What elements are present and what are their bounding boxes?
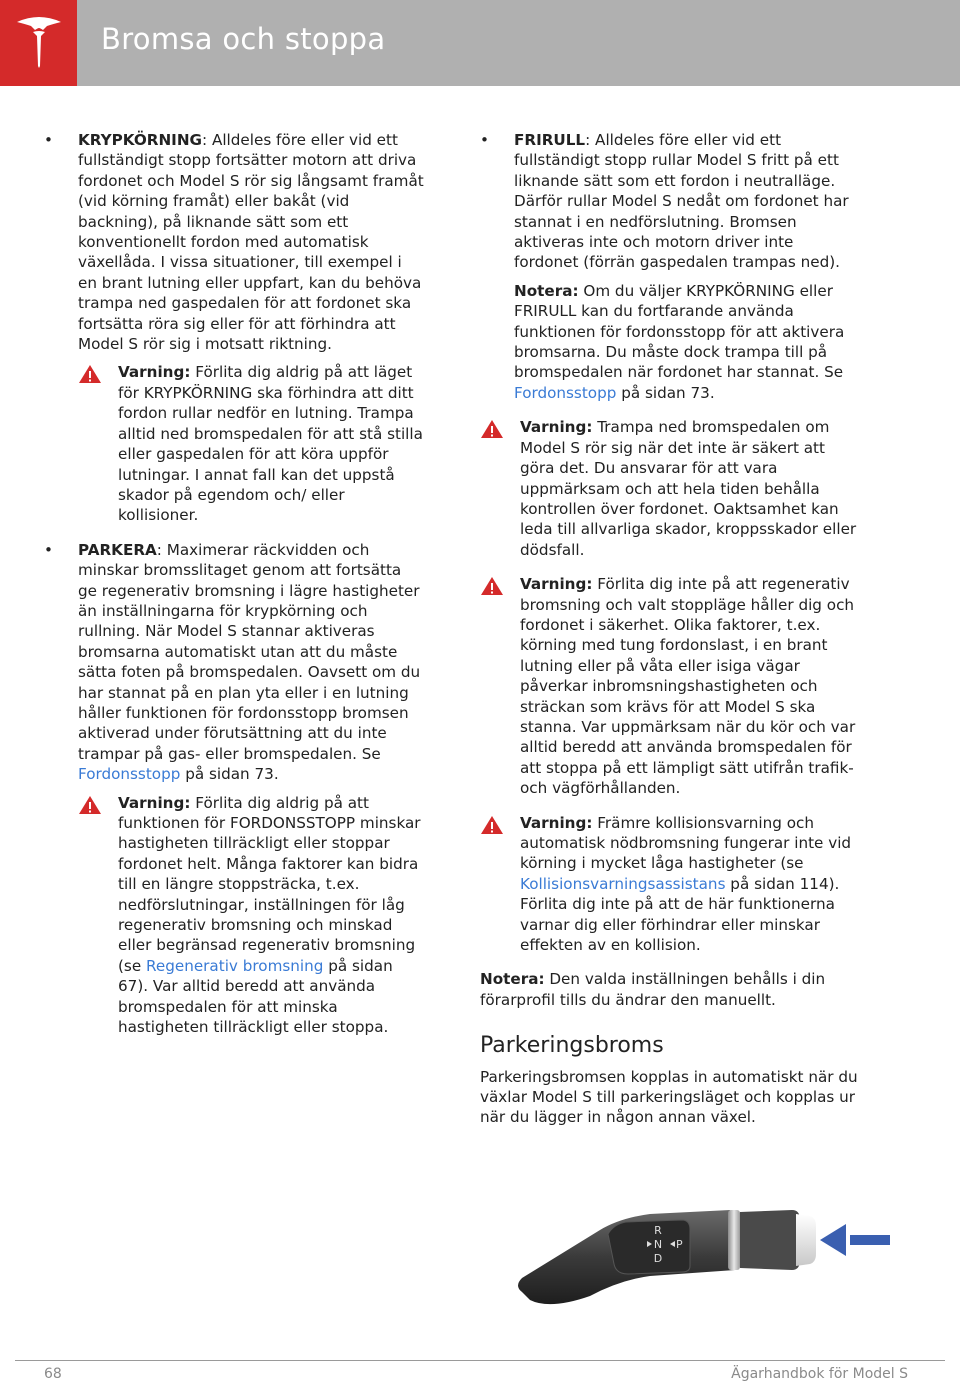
gear-p-label: P: [676, 1238, 683, 1251]
list-item-krypkorning: [44, 130, 424, 354]
warning-text: Förlita dig inte på att regenerativ bromsning och valt stoppläge håller dig och fordonet i säkerhet. Olika faktorer, t.ex. körning med tung fordonslast, i en brant lutning eller på våta eller isiga vägar påverkar inbromsningshastigheten och sträckan som krävs för att Model S ska stanna. Var uppmärksam när du kör och var alltid beredd att använda bromspedalen för att stoppa på ett lämpligt sätt utifrån trafik- och vägförhållanden.: [520, 575, 856, 798]
warning-icon: [480, 576, 504, 596]
footer-divider: [15, 1360, 945, 1361]
term-krypkorning: KRYPKÖRNING: [78, 131, 202, 149]
warning-label: Varning:: [520, 575, 593, 594]
page-number: 68: [44, 1366, 62, 1382]
chrome-ring: [728, 1210, 740, 1270]
warning-after: på sidan 67). Var alltid beredd att använda bromspedalen för att minska hastigheten tillräckligt eller stoppa.: [118, 956, 393, 1037]
press-arrow-icon: [820, 1224, 846, 1256]
bullet: •: [44, 540, 53, 559]
footer-title: Ägarhandbok för Model S: [731, 1366, 908, 1382]
warning-icon: [480, 815, 504, 835]
krypkorning-text: : Alldeles före eller vid ett fullständigt stopp fortsätter motorn att driva fordonet och Model S rör sig långsamt framåt (vid körning framåt) eller bakåt (vid backning), på liknande sätt som ett konventionellt fordon med automatisk växellåda. I vissa situationer, till exempel i en brant lutning eller uppfart, kan du behöva trampa ned gaspedalen för att fordonet ska fortsätta röra sig eller för att förhindra att Model S rör sig i motsatt riktning.: [78, 131, 424, 354]
note-after: på sidan 73.: [616, 383, 715, 402]
bullet: •: [44, 131, 53, 149]
warning-label: Varning:: [118, 793, 191, 812]
section-heading-parkeringsbroms: Parkeringsbroms: [480, 1033, 664, 1059]
brand-logo: [0, 0, 77, 86]
tesla-logo-icon: [13, 14, 65, 72]
warning-regenerativ: [480, 574, 860, 798]
note-label: Notera:: [480, 970, 545, 989]
link-regenerativ-bromsning[interactable]: Regenerativ bromsning: [146, 956, 324, 975]
link-fordonsstopp[interactable]: Fordonsstopp: [514, 383, 617, 402]
link-fordonsstopp[interactable]: Fordonsstopp: [78, 765, 181, 784]
warning-fordonsstopp: [78, 793, 424, 1038]
warning-kollisionsvarning: [480, 813, 860, 956]
term-frirull: FRIRULL: [514, 131, 586, 149]
page-title: Bromsa och stoppa: [101, 22, 386, 56]
parkeringsbroms-text: Parkeringsbromsen kopplas in automatiskt när du växlar Model S till parkeringsläget och kopplas ur när du lägger in någon annan växel.: [480, 1067, 858, 1127]
warning-after: på sidan 114). Förlita dig inte på att de här funktionerna varnar dig eller förhindrar eller minskar effekten av en kollision.: [520, 874, 840, 955]
parkera-after: på sidan 73.: [180, 765, 279, 784]
gear-r-label: R: [654, 1224, 662, 1237]
term-parkera: PARKERA: [78, 540, 157, 559]
warning-krypkorning: [78, 362, 424, 525]
link-kollisionsvarningsassistans[interactable]: Kollisionsvarningsassistans: [520, 874, 726, 893]
warning-text: Förlita dig aldrig på att läget för KRYPKÖRNING ska förhindra att ditt fordon rullar nedför en lutning. Trampa alltid ned bromspedalen för att stå stilla eller gaspedalen för att köra uppför lutningar. I annat fall kan det uppstå skador på egendom och/ eller kollisioner.: [118, 363, 423, 525]
gear-d-label: D: [653, 1252, 663, 1265]
warning-label: Varning:: [118, 363, 191, 382]
note-text: Om du väljer KRYPKÖRNING eller FRIRULL kan du fortfarande använda funktionen för fordonsstopp för att aktivera bromsarna. Du måste dock trampa till på bromspedalen när fordonet har stannat. Se: [514, 281, 845, 382]
warning-icon: [78, 795, 102, 815]
warning-bromspedal: [480, 417, 860, 560]
left-column: [44, 130, 424, 1051]
bullet: •: [480, 131, 489, 149]
warning-label: Varning:: [520, 418, 593, 437]
gear-n-label: N: [653, 1238, 663, 1251]
warning-icon: [78, 364, 102, 384]
stalk-button: [796, 1214, 816, 1266]
warning-text: Främre kollisionsvarning och automatisk nödbromsning fungerar inte vid körning i mycket låga hastigheter (se: [520, 813, 852, 873]
list-item-parkera: [44, 540, 424, 785]
warning-icon: [480, 419, 504, 439]
warning-text: Trampa ned bromspedalen om Model S rör sig när det inte är säkert att göra det. Du ansvarar för att vara uppmärksam och att hela tiden behålla kontrollen över fordonet. Oaktsamhet kan leda till allvarliga skador, kroppsskador eller dödsfall.: [520, 418, 857, 559]
note-label: Notera:: [514, 281, 579, 300]
note-text: Den valda inställningen behålls i din förarprofil tills du ändrar den manuellt.: [480, 970, 826, 1009]
right-column: [480, 130, 860, 1142]
gear-stalk-illustration: [510, 1200, 900, 1312]
note-frirull: [514, 281, 860, 403]
stalk-end: [740, 1210, 800, 1270]
parkera-text: : Maximerar räckvidden och minskar bromsslitaget genom att fortsätta ge regenerativ bromsning i lägre hastigheter än inställningarna för krypkörning och rullning. När Model S stannar aktiveras bromsarna automatiskt utan att du måste sätta foten på bromspedalen. Oavsett om du har stannat på en plan yta eller i en lutning håller funktionen för fordonsstopp bromsen aktiverad under förutsättning att du inte trampar på gas- eller bromspedalen. Se: [78, 540, 421, 763]
list-item-frirull: [480, 130, 860, 273]
page-header: [0, 0, 960, 86]
note-installning: [480, 969, 860, 1010]
warning-label: Varning:: [520, 813, 593, 832]
warning-text: Förlita dig aldrig på att funktionen för FORDONSSTOPP minskar hastigheten tillräckligt eller stoppar fordonet helt. Många faktorer kan bidra till en längre stoppsträcka, t.ex. nedförslutningar, inställningen för låg regenerativ bromsning och minskad eller begränsad regenerativ bromsning (se: [118, 793, 421, 975]
frirull-text: : Alldeles före eller vid ett fullständigt stopp rullar Model S fritt på ett liknande sätt som ett fordon i neutralläge. Därför rullar Model S nedåt om fordonet har stannat i en nedförslutning. Bromsen aktiveras inte och motorn driver inte fordonet (förrän gaspedalen trampas ned).: [514, 131, 849, 272]
